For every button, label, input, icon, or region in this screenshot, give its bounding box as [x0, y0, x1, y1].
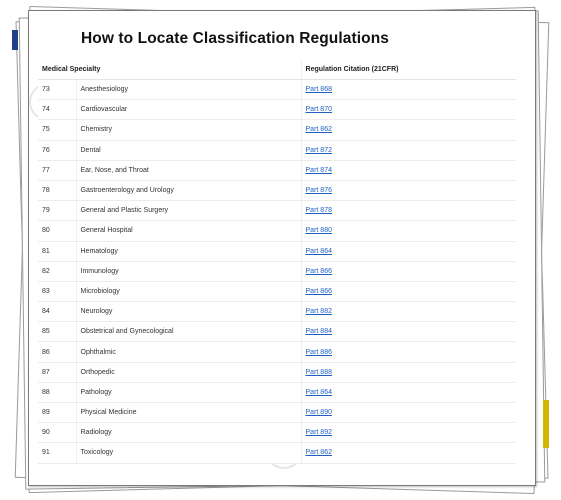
table-row — [38, 322, 516, 342]
regulation-part-link[interactable]: Part 880 — [305, 227, 332, 235]
regulation-part-link[interactable]: Part 890 — [305, 409, 332, 417]
regulation-part-link[interactable]: Part 892 — [305, 429, 332, 437]
regulation-part-link[interactable]: Part 862 — [305, 126, 332, 134]
table-row — [38, 342, 516, 362]
regulation-cell — [301, 160, 516, 180]
regulation-part-link[interactable]: Part 884 — [305, 328, 332, 336]
table-row — [38, 221, 516, 241]
medical-specialty: Orthopedic — [76, 362, 301, 382]
medical-specialty: Radiology — [76, 423, 301, 443]
medical-specialty: Gastroenterology and Urology — [76, 180, 301, 200]
document-page — [28, 10, 536, 486]
panel-number: 79 — [38, 201, 76, 221]
panel-number: 81 — [38, 241, 76, 261]
table-row — [38, 403, 516, 423]
panel-number: 78 — [38, 180, 76, 200]
regulation-part-link[interactable]: Part 870 — [305, 106, 332, 114]
classification-table — [38, 59, 516, 464]
medical-specialty: Microbiology — [76, 281, 301, 301]
table-body — [38, 80, 516, 464]
table-row — [38, 120, 516, 140]
header-regulation-citation: Regulation Citation (21CFR) — [301, 59, 516, 80]
panel-number: 89 — [38, 403, 76, 423]
table-row — [38, 423, 516, 443]
medical-specialty: Dental — [76, 140, 301, 160]
page-title: How to Locate Classification Regulations — [81, 30, 390, 47]
regulation-cell — [301, 382, 516, 402]
regulation-cell — [301, 120, 516, 140]
header-medical-specialty: Medical Specialty — [38, 59, 301, 80]
regulation-part-link[interactable]: Part 882 — [305, 308, 332, 316]
table-row — [38, 201, 516, 221]
panel-number: 88 — [38, 382, 76, 402]
regulation-cell — [301, 322, 516, 342]
table-row — [38, 100, 516, 120]
medical-specialty: Anesthesiology — [76, 80, 301, 100]
medical-specialty: General and Plastic Surgery — [76, 201, 301, 221]
table-row — [38, 160, 516, 180]
regulation-cell — [301, 281, 516, 301]
regulation-part-link[interactable]: Part 864 — [305, 388, 332, 396]
regulation-part-link[interactable]: Part 886 — [305, 348, 332, 356]
regulation-cell — [301, 80, 516, 100]
medical-specialty: Physical Medicine — [76, 403, 301, 423]
medical-specialty: Hematology — [76, 241, 301, 261]
medical-specialty: Immunology — [76, 261, 301, 281]
regulation-cell — [301, 100, 516, 120]
regulation-cell — [301, 423, 516, 443]
medical-specialty: Ear, Nose, and Throat — [76, 160, 301, 180]
panel-number: 80 — [38, 221, 76, 241]
panel-number: 85 — [38, 322, 76, 342]
panel-number: 77 — [38, 160, 76, 180]
regulation-cell — [301, 302, 516, 322]
regulation-cell — [301, 221, 516, 241]
regulation-cell — [301, 261, 516, 281]
medical-specialty: Obstetrical and Gynecological — [76, 322, 301, 342]
regulation-part-link[interactable]: Part 874 — [305, 166, 332, 174]
table-row — [38, 140, 516, 160]
table-row — [38, 443, 516, 463]
medical-specialty: Ophthalmic — [76, 342, 301, 362]
regulation-part-link[interactable]: Part 866 — [305, 267, 332, 275]
regulation-part-link[interactable]: Part 888 — [305, 368, 332, 376]
table-row — [38, 362, 516, 382]
regulation-cell — [301, 241, 516, 261]
regulation-cell — [301, 403, 516, 423]
panel-number: 73 — [38, 80, 76, 100]
panel-number: 75 — [38, 120, 76, 140]
medical-specialty: Chemistry — [76, 120, 301, 140]
regulation-part-link[interactable]: Part 878 — [305, 207, 332, 215]
medical-specialty: Pathology — [76, 382, 301, 402]
yellow-accent-strip — [543, 400, 549, 448]
regulation-cell — [301, 362, 516, 382]
table-header-row — [38, 59, 516, 80]
medical-specialty: Cardiovascular — [76, 100, 301, 120]
regulation-cell — [301, 140, 516, 160]
medical-specialty: Neurology — [76, 302, 301, 322]
regulation-cell — [301, 180, 516, 200]
regulation-cell — [301, 443, 516, 463]
regulation-part-link[interactable]: Part 868 — [305, 86, 332, 94]
regulation-part-link[interactable]: Part 876 — [305, 187, 332, 195]
table-row — [38, 302, 516, 322]
table-row — [38, 382, 516, 402]
regulation-cell — [301, 342, 516, 362]
panel-number: 90 — [38, 423, 76, 443]
regulation-part-link[interactable]: Part 866 — [305, 287, 332, 295]
medical-specialty: General Hospital — [76, 221, 301, 241]
panel-number: 82 — [38, 261, 76, 281]
regulation-part-link[interactable]: Part 864 — [305, 247, 332, 255]
regulation-part-link[interactable]: Part 862 — [305, 449, 332, 457]
blue-accent-strip — [12, 30, 18, 50]
panel-number: 83 — [38, 281, 76, 301]
table-row — [38, 80, 516, 100]
medical-specialty: Toxicology — [76, 443, 301, 463]
panel-number: 84 — [38, 302, 76, 322]
regulation-part-link[interactable]: Part 872 — [305, 146, 332, 154]
panel-number: 74 — [38, 100, 76, 120]
panel-number: 87 — [38, 362, 76, 382]
panel-number: 91 — [38, 443, 76, 463]
regulation-cell — [301, 201, 516, 221]
panel-number: 86 — [38, 342, 76, 362]
table-row — [38, 180, 516, 200]
table-row — [38, 241, 516, 261]
panel-number: 76 — [38, 140, 76, 160]
table-row — [38, 281, 516, 301]
table-row — [38, 261, 516, 281]
